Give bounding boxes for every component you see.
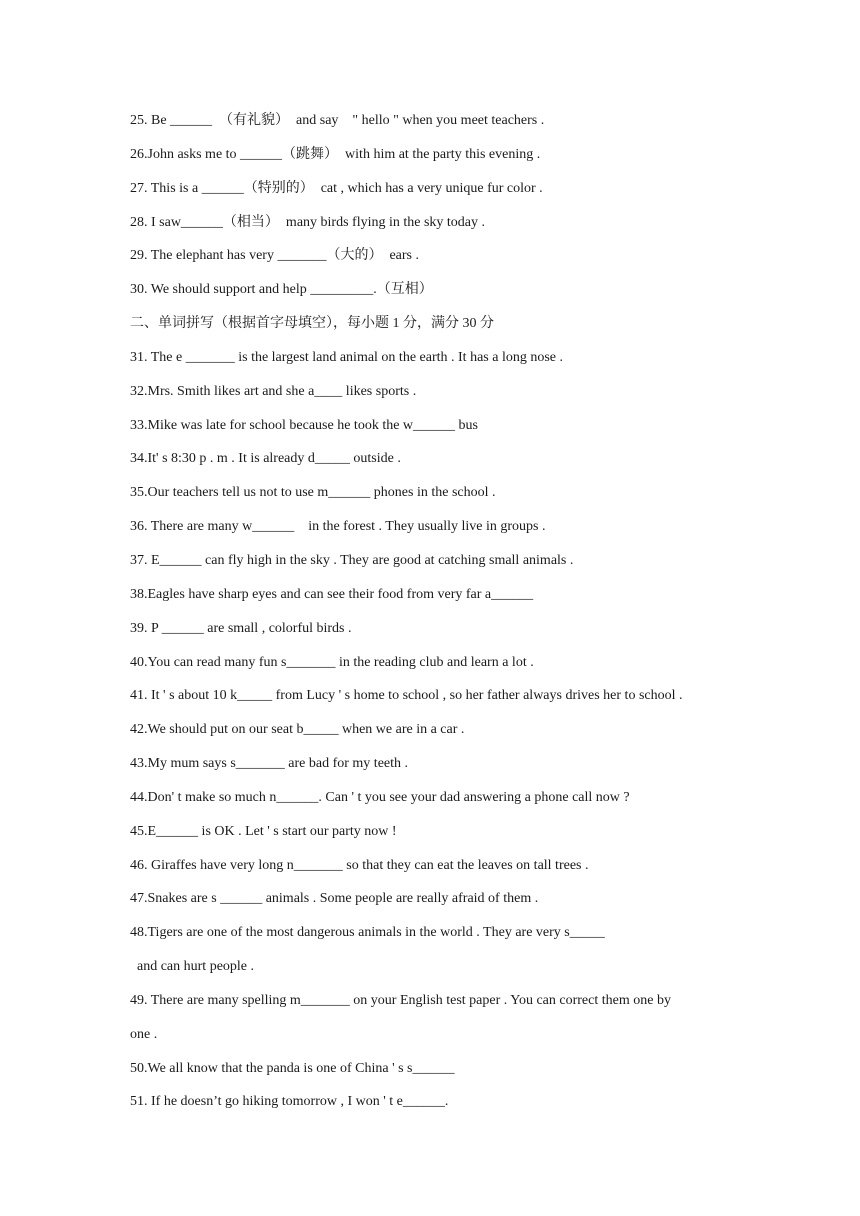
section-heading: 二、单词拼写（根据首字母填空），每小题 1 分，满分 30 分 xyxy=(130,316,494,332)
question-37: 37. E______ can fly high in the sky . They are good at catching small animals . xyxy=(130,552,574,568)
question-31: 31. The e _______ is the largest land animal on the earth . It has a long nose . xyxy=(130,349,563,365)
question-42: 42.We should put on our seat b_____ when we are in a car . xyxy=(130,722,465,738)
question-51: 51. If he doesn’t go hiking tomorrow , I won ' t e______. xyxy=(130,1094,449,1110)
question-36: 36. There are many w______ in the forest . They usually live in groups . xyxy=(130,519,546,535)
question-35: 35.Our teachers tell us not to use m______ phones in the school . xyxy=(130,485,496,501)
question-48: 48.Tigers are one of the most dangerous animals in the world . They are very s_____ xyxy=(130,925,605,941)
exercise-text xyxy=(130,111,750,1126)
question-27: 27. This is a ______（特别的） cat , which has a very unique fur color . xyxy=(130,180,543,196)
question-28: 28. I saw______（相当） many birds flying in the sky today . xyxy=(130,214,486,230)
question-33: 33.Mike was late for school because he took the w______ bus xyxy=(130,417,478,433)
question-34: 34.It' s 8:30 p . m . It is already d_____ outside . xyxy=(130,451,401,467)
question-49-continued: one . xyxy=(130,1026,158,1042)
question-41: 41. It ' s about 10 k_____ from Lucy ' s home to school , so her father always drives her to school . xyxy=(130,688,683,704)
question-39: 39. P ______ are small , colorful birds . xyxy=(130,620,352,636)
question-46: 46. Giraffes have very long n_______ so that they can eat the leaves on tall trees . xyxy=(130,857,589,873)
question-29: 29. The elephant has very _______（大的） ears . xyxy=(130,248,420,264)
question-38: 38.Eagles have sharp eyes and can see their food from very far a______ xyxy=(130,586,534,602)
question-25: 25. Be ______ （有礼貌） and say " hello " when you meet teachers . xyxy=(130,113,545,128)
question-44: 44.Don' t make so much n______. Can ' t you see your dad answering a phone call now ? xyxy=(130,789,630,805)
question-40: 40.You can read many fun s_______ in the reading club and learn a lot . xyxy=(130,654,534,670)
question-30: 30. We should support and help _________.（互相） xyxy=(130,282,433,298)
question-43: 43.My mum says s_______ are bad for my teeth . xyxy=(130,756,409,772)
question-26: 26.John asks me to ______（跳舞） with him at the party this evening . xyxy=(130,146,541,162)
question-48-continued: and can hurt people . xyxy=(137,959,255,975)
question-50: 50.We all know that the panda is one of China ' s s______ xyxy=(130,1060,455,1076)
question-45: 45.E______ is OK . Let ' s start our party now ! xyxy=(130,823,397,839)
question-47: 47.Snakes are s ______ animals . Some people are really afraid of them . xyxy=(130,891,539,907)
question-32: 32.Mrs. Smith likes art and she a____ likes sports . xyxy=(130,383,417,399)
question-49: 49. There are many spelling m_______ on your English test paper . You can correct them one by xyxy=(130,992,671,1008)
